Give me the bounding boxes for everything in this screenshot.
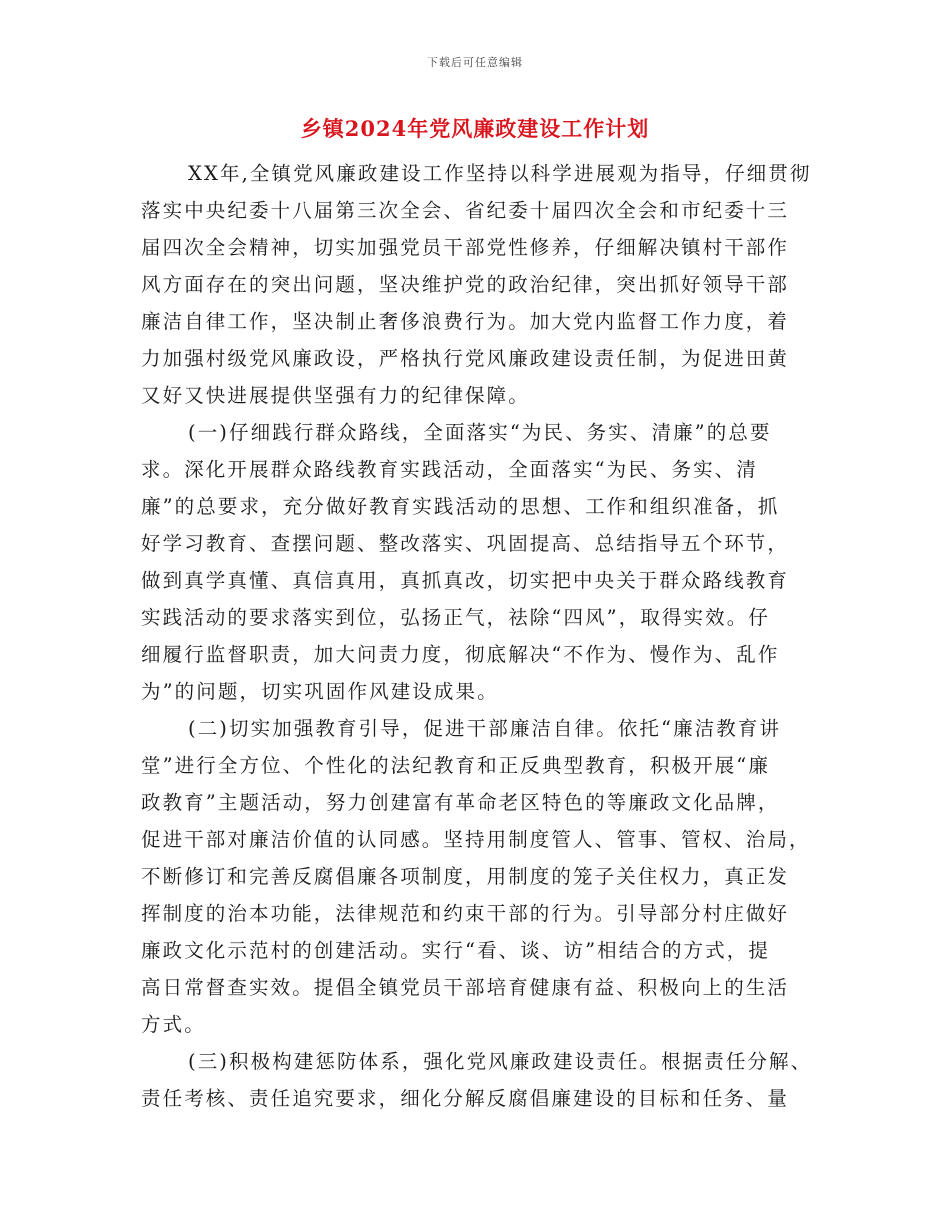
body-line: 届四次全会精神，切实加强党员干部党性修养，仔细解决镇村干部作 <box>141 236 790 259</box>
body-line: 力加强村级党风廉政设，严格执行党风廉政建设责任制，为促进田黄 <box>141 347 790 370</box>
body-line: XX年,全镇党风廉政建设工作坚持以科学进展观为指导，仔细贯彻 <box>188 162 812 185</box>
body-line: (二)切实加强教育引导，促进干部廉洁自律。依托“廉洁教育讲 <box>188 717 782 740</box>
body-line: 堂”进行全方位、个性化的法纪教育和正反典型教育，积极开展“廉 <box>141 754 770 777</box>
body-line: 风方面存在的突出问题，坚决维护党的政治纪律，突出抓好领导干部 <box>141 273 790 296</box>
body-line: 求。深化开展群众路线教育实践活动，全面落实“为民、务实、清 <box>141 458 758 481</box>
body-line: 挥制度的治本功能，法律规范和约束干部的行为。引导部分村庄做好 <box>141 902 790 925</box>
body-line: (三)积极构建惩防体系，强化党风廉政建设责任。根据责任分解、 <box>188 1050 813 1073</box>
body-line: 方式。 <box>141 1013 206 1036</box>
page-header-note: 下载后可任意编辑 <box>427 56 523 69</box>
body-line: 政教育”主题活动，努力创建富有革命老区特色的等廉政文化品牌， <box>141 791 780 814</box>
body-line: 为”的问题，切实巩固作风建设成果。 <box>141 680 499 703</box>
body-line: 好学习教育、查摆问题、整改落实、巩固提高、总结指导五个环节， <box>141 532 790 555</box>
body-line: 廉政文化示范村的创建活动。实行“看、谈、访”相结合的方式，提 <box>141 939 770 962</box>
body-line: 落实中央纪委十八届第三次全会、省纪委十届四次全会和市纪委十三 <box>141 199 790 222</box>
body-line: 促进干部对廉洁价值的认同感。坚持用制度管人、管事、管权、治局， <box>141 828 811 851</box>
body-line: 实践活动的要求落实到位，弘扬正气，祛除“四风”，取得实效。仔 <box>141 606 770 629</box>
body-line: (一)仔细践行群众路线，全面落实“为民、务实、清廉”的总要 <box>188 421 772 444</box>
body-line: 高日常督查实效。提倡全镇党员干部培育健康有益、积极向上的生活 <box>141 976 790 999</box>
body-line: 不断修订和完善反腐倡廉各项制度，用制度的笼子关住权力，真正发 <box>141 865 790 888</box>
document-title: 乡镇2024年党风廉政建设工作计划 <box>300 116 650 141</box>
body-line: 廉”的总要求，充分做好教育实践活动的思想、工作和组织准备，抓 <box>141 495 780 518</box>
body-line: 细履行监督职责，加大问责力度，彻底解决“不作为、慢作为、乱作 <box>141 643 780 666</box>
body-line: 又好又快进展提供坚强有力的纪律保障。 <box>141 384 530 407</box>
body-line: 做到真学真懂、真信真用，真抓真改，切实把中央关于群众路线教育 <box>141 569 790 592</box>
body-line: 廉洁自律工作，坚决制止奢侈浪费行为。加大党内监督工作力度，着 <box>141 310 790 333</box>
body-line: 责任考核、责任追究要求，细化分解反腐倡廉建设的目标和任务、量 <box>141 1087 790 1110</box>
